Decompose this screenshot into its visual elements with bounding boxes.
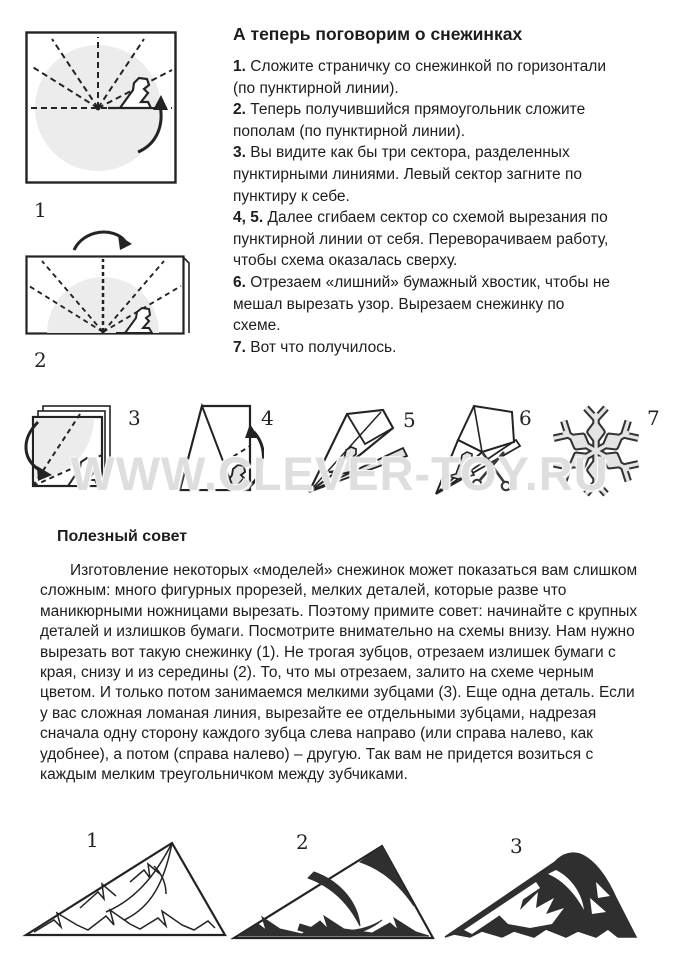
fold-step-2-figure xyxy=(24,224,204,374)
fold-step-3-diagram xyxy=(22,398,122,502)
fold-step-6-figure xyxy=(428,394,546,506)
figure-3-label: 3 xyxy=(128,406,141,430)
fold-over-arrow-icon xyxy=(74,232,132,250)
schema-2-label: 2 xyxy=(296,830,309,854)
fold-step-4-diagram xyxy=(172,400,264,498)
watermark: WWW.CLEVER-TOY.RU xyxy=(70,447,609,500)
instructions-list xyxy=(233,56,613,358)
fold-step-1-figure xyxy=(24,30,194,225)
figure-5-label: 5 xyxy=(403,408,416,432)
schema-1-figure xyxy=(22,826,236,944)
fold-step-2-diagram xyxy=(24,224,196,340)
schema-3-figure xyxy=(440,830,652,944)
instruction-step: 2. Теперь получившийся прямоугольник сложите пополам (по пунктирной линии). xyxy=(233,101,586,140)
figure-6-label: 6 xyxy=(519,406,532,430)
fold-step-4-figure xyxy=(172,400,282,504)
fold-step-3-figure xyxy=(22,398,148,506)
figure-4-label: 4 xyxy=(261,406,274,430)
fold-step-5-diagram xyxy=(303,400,415,498)
schema-2-figure xyxy=(230,826,446,944)
figure-1-label: 1 xyxy=(34,198,47,222)
instruction-step: 6. Отрезаем «лишний» бумажный хвостик, чтобы не мешал вырезать узор. Вырезаем снежинку по схеме. xyxy=(233,273,611,335)
page-title: А теперь поговорим о снежинках xyxy=(233,24,523,44)
fold-step-1-diagram xyxy=(24,30,180,192)
schema-2-diagram xyxy=(230,838,438,942)
fold-step-6-diagram xyxy=(428,394,528,504)
snowflake-icon xyxy=(548,398,644,504)
figure-2-label: 2 xyxy=(34,348,47,372)
fold-step-5-figure xyxy=(303,400,425,502)
advice-paragraph: Изготовление некоторых «моделей» снежинок может показаться вам слишком сложным: много фигурных прорезей, мелких деталей, которые разве что маникюрными ножницами вырезать. Поэтому примите совет: начинайте с крупных деталей и излишков бумаги. Посмотрите внимательно на схемы внизу. Нам нужно вырезать вот такую снежинку (1). Не трогая зубцов, отрезаем излишек бумаги с края, снизу и из середины (2). То, что мы отрезаем, залито на схеме черным цветом. И только потом занимаемся мелкими зубцами (3). Еще одна деталь. Если у вас сложная ломаная линия, вырезайте ее отдельными зубцами, надрезая сначала одну сторону каждого зубца слева направо (или справа налево, как удобнее), а потом (справа налево) – другую. Так вам не придется возиться с каждым мелким треугольничком между зубчиками. xyxy=(40,562,638,784)
schema-3-label: 3 xyxy=(510,834,523,858)
instruction-step: 4, 5. Далее сгибаем сектор со схемой вырезания по пунктирной линии от себя. Переворачиваем работу, чтобы схема оказалась сверху. xyxy=(233,209,609,270)
schema-1-label: 1 xyxy=(86,828,99,852)
figure-7-label: 7 xyxy=(647,406,660,430)
schema-3-diagram xyxy=(440,842,650,942)
instruction-step: 1. Сложите страничку со снежинкой по горизонтали (по пунктирной линии). xyxy=(233,58,607,97)
instruction-step: 7. Вот что получилось. xyxy=(233,338,397,356)
fold-step-7-figure xyxy=(548,398,666,504)
schema-1-diagram xyxy=(22,836,230,940)
instruction-step: 3. Вы видите как бы три сектора, разделенных пунктирными линиями. Левый сектор загните по пунктиру к себе. xyxy=(233,144,582,205)
advice-heading: Полезный совет xyxy=(57,528,188,545)
